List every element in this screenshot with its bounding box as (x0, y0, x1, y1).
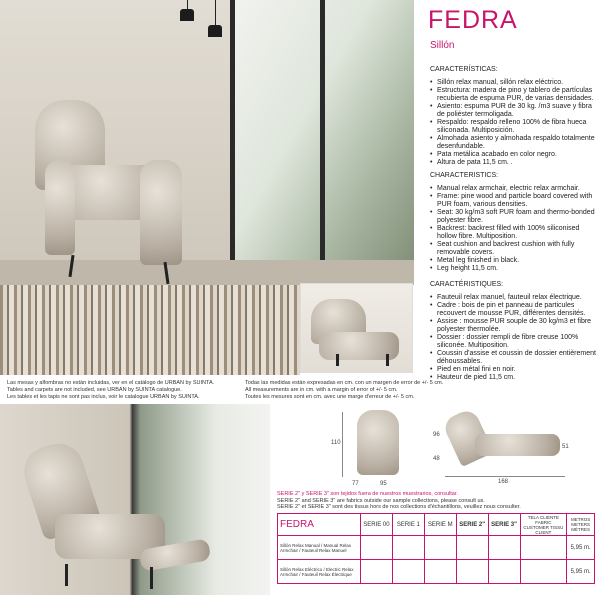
column-header: SERIE 3" (488, 514, 520, 536)
spec-item: • Fauteuil relax manuel, fauteuil relax électrique. (430, 294, 600, 302)
spec-item: • Estructura: madera de pino y tablero de partículas recubierta de espuma PUR, de varias densidades. (430, 87, 600, 103)
dim-line (445, 476, 565, 477)
spec-item: • Dossier : dossier rempli de fibre creuse 100% siliconée. Multiposition. (430, 334, 600, 350)
specs-english (430, 172, 600, 273)
dim-reclined-height: 51 (562, 444, 569, 450)
price-cell (392, 536, 424, 560)
price-cell (360, 536, 392, 560)
armchair-arm (45, 160, 75, 255)
dim-seat-height: 48 (433, 456, 440, 462)
pendant-lamp-icon (180, 9, 194, 21)
side-view-photo (300, 283, 413, 373)
spec-item: • Frame: pine wood and particle board covered with PUR foam, various densities. (430, 193, 600, 209)
table-product-name: FEDRA (278, 514, 361, 536)
dim-width: 77 (352, 481, 359, 487)
price-cell (520, 560, 567, 584)
dim-depth: 95 (380, 481, 387, 487)
notes-measurements (245, 380, 445, 401)
spec-item: • Coussin d'assise et coussin de dossier entièrement déhoussables. (430, 350, 600, 366)
spec-item: • Seat: 30 kg/m3 soft PUR foam and thermo-bonded polyester fibre. (430, 209, 600, 225)
specs-heading: CHARACTERISTICS: (430, 172, 499, 179)
note-line: Todas las medidas están expresadas en cm. con un margen de error de +/- 5 cm. (245, 380, 444, 386)
spec-item: • Almohada asiento y almohada respaldo totalmente desenfundable. (430, 135, 600, 151)
lamp-cord (215, 0, 216, 26)
specs-heading: CARACTERÍSTICAS: (430, 66, 498, 73)
meters-cell: 5,95 m. (567, 560, 595, 584)
note-line: Las mesas y alfombras no están incluidas, ver en el catálogo de URBAN by SUINTA. (7, 380, 215, 386)
column-header: SERIE 00 (360, 514, 392, 536)
window-frame (230, 0, 235, 285)
page-subtitle: Sillón (430, 40, 455, 51)
notes-tables (7, 380, 237, 401)
spec-item: • Leg height 11,5 cm. (430, 265, 600, 273)
dim-height-side: 96 (433, 432, 440, 438)
price-cell (488, 560, 520, 584)
note-line: All measurements are in cm. with a margin of error of +/- 5 cm. (245, 387, 398, 393)
armchair-outline (357, 410, 399, 475)
price-cell (424, 536, 456, 560)
chair-leg (65, 564, 68, 586)
specs-heading: CARACTÉRISTIQUES: (430, 281, 504, 288)
side-dimension-drawing (440, 412, 560, 472)
spec-item: • Pata metálica acabado en color negro. (430, 151, 600, 159)
price-cell (520, 536, 567, 560)
reclined-product-photo (0, 404, 270, 595)
spec-item: • Cadre : bois de pin et panneau de particules recouvert de mousse PUR, différentes densités. (430, 302, 600, 318)
series-note-line: SERIE 2" et SERIE 3" sont des tissus hors de nos collections d'échantillons, veuillez nous consulter. (277, 504, 521, 510)
price-cell (360, 560, 392, 584)
price-cell (424, 560, 456, 584)
front-dimension-drawing (345, 410, 410, 485)
price-cell (392, 560, 424, 584)
note-line: Tables and carpets are not included, see URBAN by SUINTA catalogue. (7, 387, 182, 393)
product-cell: Sillón Relax Manual / Manual Relax Armchair / Fauteuil Relax Manuel (278, 536, 361, 560)
spec-item: • Respaldo: respaldo relleno 100% de fibra hueca siliconada. Multiposición. (430, 119, 600, 135)
column-header: SERIE M (424, 514, 456, 536)
table-row (278, 536, 595, 560)
floor (0, 260, 414, 285)
column-header: SERIE 1 (392, 514, 424, 536)
armchair-arm (140, 160, 182, 265)
note-line: Toutes les mesures sont en cm. avec une marge d'erreur de +/- 5 cm. (245, 394, 415, 400)
spec-item: • Hauteur de pied 11,5 cm. (430, 374, 600, 382)
dim-reclined-length: 168 (498, 479, 509, 485)
product-cell: Sillón Relax Eléctrico / Electric Relax Armchair / Fauteuil Relax Électrique (278, 560, 361, 584)
chair-leg (386, 354, 389, 366)
price-cell (456, 536, 488, 560)
column-header: METROS METERS MÈTRES (567, 514, 595, 536)
page-title: FEDRA (428, 6, 518, 34)
dim-height-front: 110 (331, 440, 341, 446)
series-note-line: SERIE 2" y SERIE 3" son tejidos fuera de nuestros muestrarios, consultar. (277, 491, 458, 497)
series-note-line: SERIE 2" and SERIE 3" are fabrics outside our sample collections, please consult us. (277, 497, 485, 504)
spec-item: • Seat cushion and backrest cushion with fully removable covers. (430, 241, 600, 257)
price-cell (456, 560, 488, 584)
rug-photo (0, 285, 300, 375)
specs-spanish (430, 66, 600, 167)
spec-item: • Metal leg finished in black. (430, 257, 600, 265)
spec-item: • Asiento: espuma PUR de 30 kg. /m3 suave y fibra de poliéster termoligada. (430, 103, 600, 119)
spec-item: • Pied en métal fini en noir. (430, 366, 600, 374)
dim-line (342, 412, 343, 477)
note-line: Les tables et les tapis ne sont pas inclus, voir le catalogue URBAN by SUINTA. (7, 394, 200, 400)
spec-item: • Assise : mousse PUR souple de 30 kg/m3 et fibre polyester thermolée. (430, 318, 600, 334)
spec-item: • Altura de pata 11,5 cm. . (430, 159, 600, 167)
column-header: TELA CLIENTE FABRIC CUSTOMER TISSU CLIENT (520, 514, 567, 536)
spec-item: • Manual relax armchair, electric relax armchair. (430, 185, 600, 193)
price-cell (488, 536, 520, 560)
spec-item: • Sillón relax manual, sillón relax eléctrico. (430, 79, 600, 87)
column-header: SERIE 2" (456, 514, 488, 536)
specs-french (430, 281, 600, 382)
pendant-lamp-icon (208, 25, 222, 37)
chair-leg (150, 567, 153, 589)
armchair-outline (475, 434, 560, 456)
main-product-photo (0, 0, 414, 285)
price-table (277, 513, 595, 584)
window-frame (320, 0, 325, 285)
table-row (278, 560, 595, 584)
series-note (277, 491, 521, 511)
spec-item: • Backrest: backrest filled with 100% siliconised hollow fibre. Multiposition. (430, 225, 600, 241)
meters-cell: 5,95 m. (567, 536, 595, 560)
table-header-row (278, 514, 595, 536)
chair-leg (336, 354, 339, 366)
